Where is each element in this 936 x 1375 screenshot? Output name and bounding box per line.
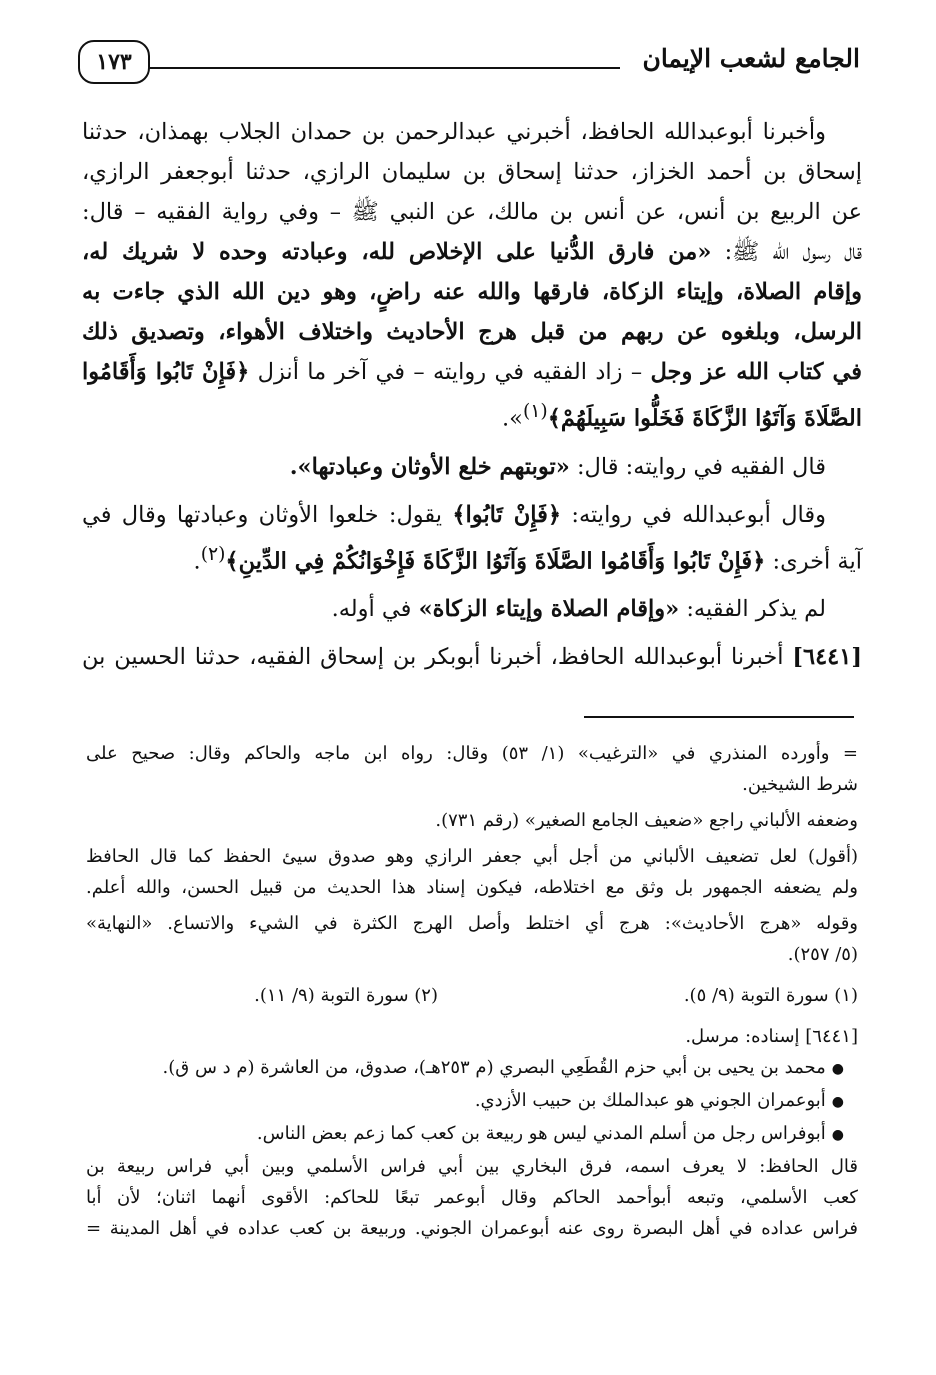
- text-line: [82, 352, 862, 392]
- hadith-number: [٦٤٤١]: [792, 644, 862, 670]
- main-text: [82, 112, 862, 677]
- footnote-line: فراس عداده في أهل البصرة روى عنه أبوعمران الجوني. وربيعة بن كعب عداده في أهل المدينة =: [86, 1218, 858, 1239]
- narrator-item: [86, 1118, 858, 1151]
- narrator-item: [86, 1085, 858, 1118]
- quran-verse: ﴿فَإِنْ تَابُوا﴾: [452, 501, 562, 528]
- text-span: قال الفقيه في روايته: قال:: [569, 453, 826, 480]
- text-span: أخبرنا أبوعبدالله الحافظ، أخبرنا أبوبكر بن إسحاق الفقيه، حدثنا الحسين بن: [82, 644, 793, 670]
- text-line: وأخبرنا أبوعبدالله الحافظ، أخبرني عبدالرحمن بن حمدان الجلاب بهمذان، حدثنا: [82, 119, 826, 145]
- footnote-separator: [584, 716, 854, 718]
- footnote-line: وقوله «هرج الأحاديث»: هرج أي اختلط وأصل الهرج الكثرة في الشيء والاتساع. «النهاية»: [86, 913, 858, 934]
- bullet-icon: ●: [831, 1094, 844, 1110]
- footnote-line: كعب الأسلمي، وتبعه أبوأحمد الحاكم وقال أبوعمر تبعًا للحاكم: الأقوى أنهما اثنان؛ لأن أبا: [86, 1187, 858, 1208]
- footnote-line: (أقول) لعل تضعيف الألباني من أجل أبي جعفر الرازي وهو صدوق سيئ الحفظ كما قال الحافظ: [86, 846, 858, 867]
- text-line: [82, 495, 862, 535]
- text-line: عن الربيع بن أنس، عن أنس بن مالك، عن النبي ﷺ – وفي رواية الفقيه – قال:: [82, 199, 862, 225]
- text-span: قال رسول الله ﷺ:: [711, 239, 863, 265]
- footnote-ref: (١): [522, 401, 548, 422]
- footnotes: [86, 738, 858, 1244]
- hadith-line: وإقام الصلاة، وإيتاء الزكاة، فارقها والله عنه راضٍ، وهو دين الله الذي جاءت به: [82, 279, 862, 305]
- text-span: يقول: خلعوا الأوثان وعبادتها وقال في: [82, 501, 453, 528]
- text-span: – زاد الفقيه في روايته – في آخر ما أنزل: [249, 359, 651, 385]
- text-line: [82, 447, 862, 487]
- footnote-line: وضعفه الألباني راجع «ضعيف الجامع الصغير» (رقم ٧٣١).: [435, 810, 858, 831]
- text-span: آية أخرى:: [765, 548, 862, 574]
- text-span: في أوله.: [331, 596, 419, 622]
- narrator-text: أبوفراس رجل من أسلم المدني ليس هو ربيعة بن كعب كما زعم بعض الناس.: [256, 1123, 826, 1144]
- text-line: [82, 232, 862, 272]
- hadith-text: «من فارق الدُّنيا على الإخلاص لله، وعبادته وحده لا شريك له،: [82, 239, 712, 265]
- text-span: وقال أبوعبدالله في روايته:: [561, 501, 827, 528]
- text-line: [82, 589, 862, 629]
- narrator-text: محمد بن يحيى بن أبي حزم القُطَعِي البصري (م ٢٥٣هـ)، صدوق، من العاشرة (م د س ق).: [162, 1057, 826, 1078]
- verse-reference: (١) سورة التوبة (٩/ ٥).: [683, 985, 858, 1006]
- bullet-icon: ●: [831, 1061, 844, 1077]
- verse-reference: (٢) سورة التوبة (٩/ ١١).: [254, 985, 438, 1006]
- text-line: إسحاق بن أحمد الخزاز، حدثنا إسحاق بن سليمان الرازي، حدثنا أبوجعفر الرازي،: [82, 159, 862, 185]
- text-line: [82, 535, 862, 582]
- text-span: لم يذكر الفقيه:: [679, 596, 826, 622]
- quran-verse: ﴿فَإِنْ تَابُوا وَأَقَامُوا: [82, 359, 250, 385]
- footnote-ref: (٢): [200, 543, 226, 565]
- narrator-text: أبوعمران الجوني هو عبدالملك بن حبيب الأزدي.: [474, 1090, 826, 1111]
- hadith-text: في كتاب الله عز وجل: [650, 359, 862, 385]
- footnote-line: (٥/ ٢٥٧).: [787, 944, 858, 965]
- quran-verse: ﴿فَإِنْ تَابُوا وَأَقَامُوا الصَّلَاةَ وَآتَوُا الزَّكَاةَ فَإِخْوَانُكُمْ فِي الدِّينِ﴾: [225, 548, 766, 574]
- header-rule: [148, 67, 620, 69]
- hadith-line: الرسل، وبلغوه عن ربهم من قبل هرج الأحاديث واختلاف الأهواء، وتصديق ذلك: [82, 319, 862, 345]
- quote: «وإقام الصلاة وإيتاء الزكاة»: [418, 596, 680, 622]
- footnote-line: = وأورده المنذري في «الترغيب» (١/ ٥٣) وقال: رواه ابن ماجه والحاكم وقال: صحيح على: [86, 743, 858, 764]
- quran-verse: الصَّلَاةَ وَآتَوُا الزَّكَاةَ فَخَلُّوا سَبِيلَهُمْ﴾: [547, 405, 862, 432]
- page-number: ١٧٣: [78, 40, 150, 84]
- text-span: .: [193, 548, 201, 574]
- verse-references: [86, 980, 858, 1011]
- running-title: الجامع لشعب الإيمان: [642, 44, 860, 73]
- page-header: [78, 40, 860, 90]
- quote: «توبتهم خلع الأوثان وعبادتها».: [289, 453, 570, 480]
- text-span: ».: [502, 405, 523, 432]
- text-line: [82, 637, 862, 677]
- isnad-heading: [٦٤٤١] إسناده: مرسل.: [685, 1026, 858, 1047]
- text-line: [82, 392, 862, 439]
- bullet-icon: ●: [831, 1127, 844, 1143]
- footnote-line: ولم يضعفه الجمهور بل وثق مع اختلاطه، فيكون إسناد هذا الحديث من قبيل الحسن، والله أعلم.: [86, 877, 858, 898]
- footnote-line: قال الحافظ: لا يعرف اسمه، فرق البخاري بين أبي فراس الأسلمي وبين أبي فراس ربيعة بن: [86, 1156, 858, 1177]
- footnote-line: شرط الشيخين.: [742, 774, 858, 795]
- narrator-item: [86, 1052, 858, 1085]
